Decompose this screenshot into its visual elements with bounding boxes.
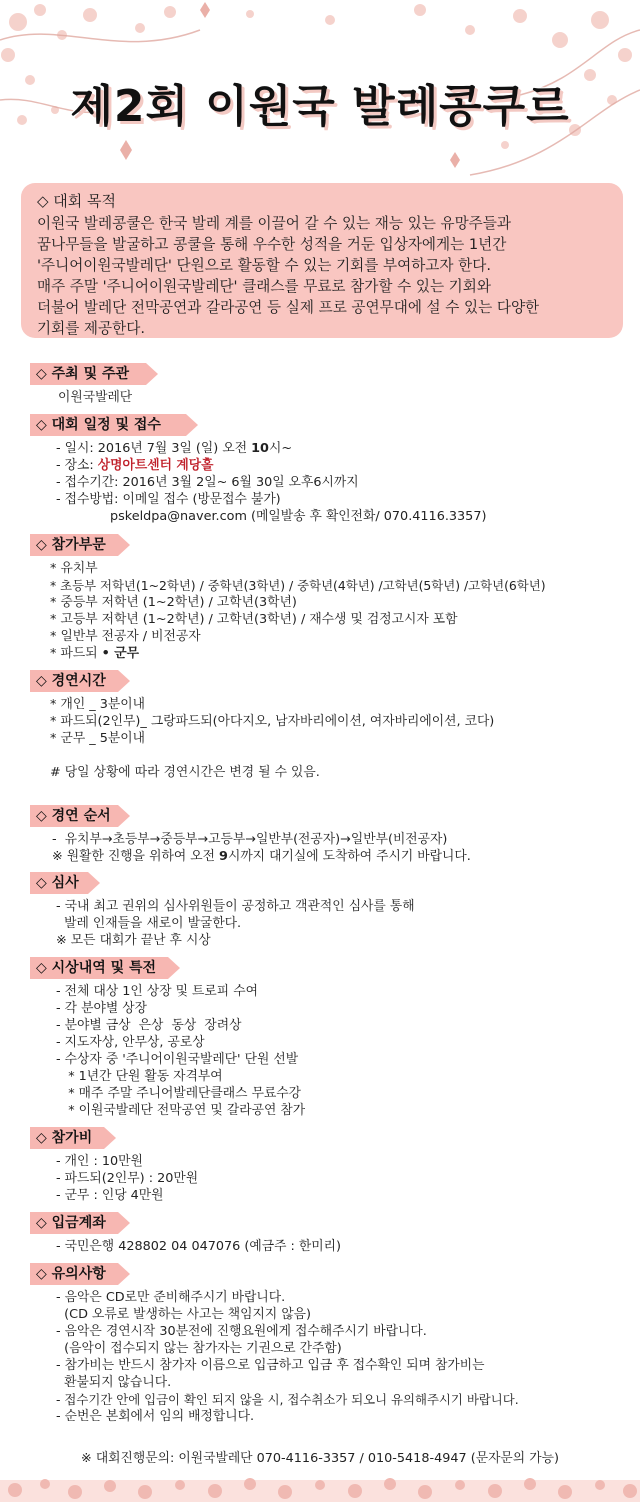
purpose-text: 이원국 발레콩쿨은 한국 발레 계를 이끌어 갈 수 있는 재능 있는 유망주들과 꿈나무들을 발굴하고 콩쿨을 통해 우수한 성적을 거둔 입상자에게는 1년간 '주니어이원국발레단' 단원으로 활동할 수 있는 기회를 부여하고자 한다. 매주 주말 '주니어이원국발레단' 클래스를 무료로 참가할 수 있는 기회와 더불어 발레단 전막공연과 갈라공연 등 실제 프로 공연무대에 설 수 있는 다양한 기회를 제공한다.	[37, 215, 540, 337]
awards-line: - 각 분야별 상장	[56, 1001, 147, 1016]
section-awards-heading: ◇ 시상내역 및 특전	[30, 957, 180, 979]
division-item: * 중등부 저학년 (1~2학년) / 고학년(3학년)	[50, 595, 297, 610]
account-line: - 국민은행 428802 04 047076 (예금주 : 한미리)	[56, 1239, 341, 1254]
awards-line: - 지도자상, 안무상, 공로상	[56, 1035, 205, 1050]
fee-line: - 개인 : 10만원	[56, 1154, 143, 1169]
time-note: # 당일 상황에 따라 경연시간은 변경 될 수 있음.	[50, 765, 320, 780]
awards-line: - 전체 대상 1인 상장 및 트로피 수여	[56, 984, 258, 999]
section-judging-heading: ◇ 심사	[30, 872, 100, 894]
schedule-email: pskeldpa@naver.com (메일발송 후 확인전화/ 070.4116.3357)	[110, 509, 487, 524]
order-note: ※ 원활한 진행을 위하여 오전 9시까지 대기실에 도착하여 주시기 바랍니다.	[52, 849, 471, 864]
section-notes-heading: ◇ 유의사항	[30, 1263, 130, 1285]
awards-line: - 수상자 중 '주니어이원국발레단' 단원 선발	[56, 1052, 299, 1067]
section-order-heading: ◇ 경연 순서	[30, 805, 130, 827]
section-divisions-heading: ◇ 참가부문	[30, 534, 130, 556]
contact-footer: ※ 대회진행문의: 이원국발레단 070-4116-3357 / 010-5418-4947 (문자문의 가능)	[81, 1451, 559, 1466]
floral-border-icon	[0, 1470, 640, 1502]
purpose-heading: ◇ 대회 목적	[37, 192, 117, 210]
judging-line: ※ 모든 대회가 끝난 후 시상	[56, 933, 211, 948]
judging-line: - 국내 최고 권위의 심사위원들이 공정하고 객관적인 심사를 통해	[56, 899, 415, 914]
division-item: * 파드되 • 군무	[50, 646, 139, 661]
notes-line: - 순번은 본회에서 임의 배정합니다.	[56, 1409, 255, 1424]
awards-line: * 이원국발레단 전막공연 및 갈라공연 참가	[56, 1103, 306, 1118]
awards-line: * 1년간 단원 활동 자격부여	[56, 1069, 223, 1084]
awards-line: - 분야별 금상 은상 동상 장려상	[56, 1018, 242, 1033]
notes-line: (음악이 접수되지 않는 참가자는 기권으로 간주함)	[56, 1341, 342, 1356]
time-item: * 군무 _ 5분이내	[50, 731, 145, 746]
purpose-box	[21, 183, 623, 338]
page-title: 제2회 이원국 발레콩쿠르	[70, 81, 570, 132]
fee-line: - 파드되(2인무) : 20만원	[56, 1171, 199, 1186]
section-fee-heading: ◇ 참가비	[30, 1127, 116, 1149]
awards-line: * 매주 주말 주니어발레단클래스 무료수강	[56, 1086, 302, 1101]
notes-line: - 참가비는 반드시 참가자 이름으로 입금하고 입금 후 접수확인 되며 참가비는	[56, 1358, 485, 1373]
notes-line: - 접수기간 안에 입금이 확인 되지 않을 시, 접수취소가 되오니 유의해주시기 바랍니다.	[56, 1392, 519, 1407]
time-item: * 파드되(2인무)_ 그랑파드되(아다지오, 남자바리에이션, 여자바리에이션, 코다)	[50, 714, 495, 729]
host-line: 이원국발레단	[58, 390, 133, 405]
judging-line: 발레 인재들을 새로이 발굴한다.	[56, 916, 242, 931]
division-item: * 유치부	[50, 561, 98, 576]
time-item: * 개인 _ 3분이내	[50, 697, 145, 712]
schedule-venue: - 장소: 상명아트센터 계당홀	[56, 458, 214, 473]
schedule-date: - 일시: 2016년 7월 3일 (일) 오전 10시~	[56, 441, 293, 456]
division-item: * 초등부 저학년(1~2학년) / 중학년(3학년) / 중학년(4학년) /고학년(5학년) /고학년(6학년)	[50, 578, 546, 593]
schedule-period: - 접수기간: 2016년 3월 2일~ 6월 30일 오후6시까지	[56, 475, 359, 490]
order-line: - 유치부→초등부→중등부→고등부→일반부(전공자)→일반부(비전공자)	[52, 832, 448, 847]
section-host-heading: ◇ 주최 및 주관	[30, 363, 158, 385]
section-schedule-heading: ◇ 대회 일정 및 접수	[30, 414, 198, 436]
schedule-method: - 접수방법: 이메일 접수 (방문접수 불가)	[56, 492, 281, 507]
notes-line: (CD 오류로 발생하는 사고는 책임지지 않음)	[56, 1307, 312, 1322]
section-time-heading: ◇ 경연시간	[30, 670, 130, 692]
division-item: * 일반부 전공자 / 비전공자	[50, 629, 201, 644]
fee-line: - 군무 : 인당 4만원	[56, 1188, 164, 1203]
division-item: * 고등부 저학년 (1~2학년) / 고학년(3학년) / 재수생 및 검정고시자 포함	[50, 612, 458, 627]
notes-line: - 음악은 경연시작 30분전에 진행요원에게 접수해주시기 바랍니다.	[56, 1324, 427, 1339]
notes-line: - 음악은 CD로만 준비해주시기 바랍니다.	[56, 1290, 286, 1305]
section-account-heading: ◇ 입금계좌	[30, 1212, 130, 1234]
notes-line: 환불되지 않습니다.	[56, 1375, 172, 1390]
